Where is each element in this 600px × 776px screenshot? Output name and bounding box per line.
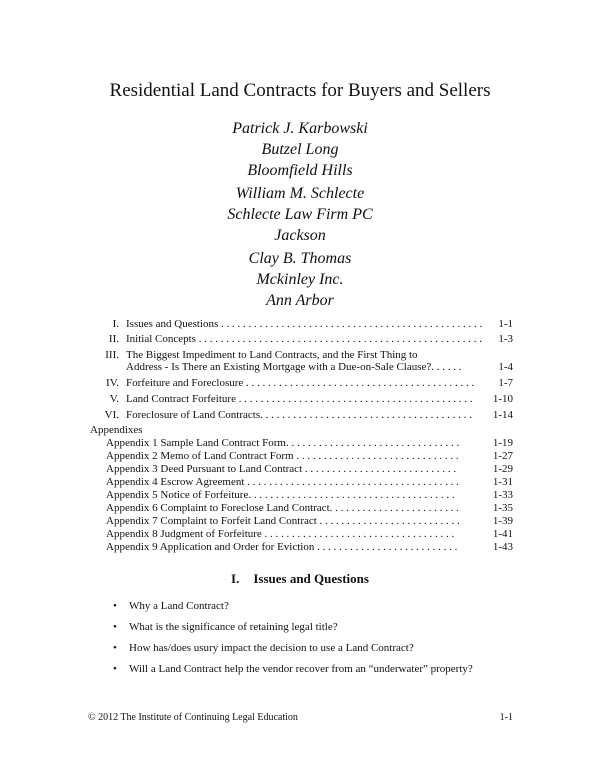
list-item: • What is the significance of retaining legal title? — [113, 621, 338, 633]
appendix-entry — [0, 476, 600, 489]
toc-number: V. — [109, 393, 119, 405]
toc-text: Issues and Questions . . . . . . . . . . . . . . . . . . . . . . . . . . . . . . . . . . . . . . . . . . . . . . . . — [126, 318, 483, 330]
appendix-entry — [0, 515, 600, 528]
toc-entry-continued — [0, 361, 600, 374]
appendix-entry — [0, 541, 600, 554]
appendix-page: 1-29 — [492, 463, 513, 475]
toc-text: Land Contract Forfeiture . . . . . . . . . . . . . . . . . . . . . . . . . . . . . . . . . . . . . . . . . . . — [126, 393, 473, 405]
author-block-3 — [0, 248, 600, 311]
appendix-entry — [0, 463, 600, 476]
author-firm: Mckinley Inc. — [256, 271, 344, 288]
appendix-text: Appendix 5 Notice of Forfeiture. . . . . . . . . . . . . . . . . . . . . . . . . . . . . . . . . . . . . . — [106, 489, 455, 501]
toc-page: 1-14 — [492, 409, 513, 421]
appendix-page: 1-27 — [492, 450, 513, 462]
appendix-text: Appendix 3 Deed Pursuant to Land Contract . . . . . . . . . . . . . . . . . . . . . . . . . . . . — [106, 463, 457, 475]
section-title: Issues and Questions — [253, 571, 369, 586]
author-name: William M. Schlecte — [235, 185, 365, 202]
appendix-entry — [0, 502, 600, 515]
toc-entry — [0, 318, 600, 331]
appendix-page: 1-33 — [492, 489, 513, 501]
appendix-entry — [0, 528, 600, 541]
toc-text: Foreclosure of Land Contracts. . . . . . . . . . . . . . . . . . . . . . . . . . . . . . . . . . . . . . . — [126, 409, 472, 421]
appendix-text: Appendix 1 Sample Land Contract Form. . . . . . . . . . . . . . . . . . . . . . . . . . . . . . . . — [106, 437, 460, 449]
author-city: Jackson — [274, 227, 326, 244]
toc-page: 1-1 — [498, 318, 513, 330]
toc-entry — [0, 333, 600, 346]
toc-number: I. — [112, 318, 119, 330]
toc-number: IV. — [106, 377, 119, 389]
author-firm: Butzel Long — [261, 141, 339, 158]
toc-page: 1-10 — [492, 393, 513, 405]
appendix-text: Appendix 6 Complaint to Foreclose Land Contract. . . . . . . . . . . . . . . . . . . . . . . . — [106, 502, 459, 514]
appendix-text: Appendix 8 Judgment of Forfeiture . . . . . . . . . . . . . . . . . . . . . . . . . . . . . . . . . . . — [106, 528, 455, 540]
author-name: Patrick J. Karbowski — [232, 120, 368, 137]
author-block-2 — [0, 183, 600, 246]
appendix-page: 1-39 — [492, 515, 513, 527]
list-item: • How has/does usury impact the decision to use a Land Contract? — [113, 642, 414, 654]
toc-text: Address - Is There an Existing Mortgage with a Due-on-Sale Clause?. . . . . . — [126, 361, 462, 373]
list-item: • Why a Land Contract? — [113, 600, 229, 612]
toc-page: 1-3 — [498, 333, 513, 345]
toc-number: II. — [108, 333, 119, 345]
toc-text: The Biggest Impediment to Land Contracts, and the First Thing to — [126, 349, 418, 361]
toc-entry — [0, 393, 600, 406]
appendix-entry — [0, 437, 600, 450]
appendix-text: Appendix 4 Escrow Agreement . . . . . . . . . . . . . . . . . . . . . . . . . . . . . . . . . . . . . . . — [106, 476, 459, 488]
toc-number: III. — [105, 349, 119, 361]
toc-number: VI. — [104, 409, 119, 421]
toc-text: Initial Concepts . . . . . . . . . . . . . . . . . . . . . . . . . . . . . . . . . . . . . . . . . . . . . . . . . . . . — [126, 333, 482, 345]
copyright-text: © 2012 The Institute of Continuing Legal Education — [88, 712, 298, 723]
section-number: I. — [231, 571, 240, 586]
author-city: Ann Arbor — [266, 292, 334, 309]
toc-page: 1-4 — [498, 361, 513, 373]
appendix-text: Appendix 2 Memo of Land Contract Form . . . . . . . . . . . . . . . . . . . . . . . . . . . . . . — [106, 450, 459, 462]
page-number: 1-1 — [499, 712, 513, 723]
document-title: Residential Land Contracts for Buyers and Sellers — [109, 80, 491, 101]
appendixes-heading: Appendixes — [90, 424, 143, 436]
toc-text: Forfeiture and Foreclosure . . . . . . . . . . . . . . . . . . . . . . . . . . . . . . . . . . . . . . . . . . — [126, 377, 475, 389]
author-city: Bloomfield Hills — [247, 162, 353, 179]
author-firm: Schlecte Law Firm PC — [227, 206, 373, 223]
appendix-page: 1-19 — [492, 437, 513, 449]
list-item: • Will a Land Contract help the vendor recover from an “underwater” property? — [113, 663, 473, 675]
appendix-page: 1-31 — [492, 476, 513, 488]
section-heading — [0, 571, 600, 587]
author-block-1 — [0, 118, 600, 181]
appendix-page: 1-35 — [492, 502, 513, 514]
appendix-entry — [0, 450, 600, 463]
appendix-text: Appendix 7 Complaint to Forfeit Land Contract . . . . . . . . . . . . . . . . . . . . . . . . . . — [106, 515, 460, 527]
bullet-icon: • — [113, 642, 117, 654]
toc-entry — [0, 409, 600, 422]
bullet-icon: • — [113, 621, 117, 633]
author-name: Clay B. Thomas — [248, 250, 352, 267]
bullet-icon: • — [113, 600, 117, 612]
appendix-text: Appendix 9 Application and Order for Eviction . . . . . . . . . . . . . . . . . . . . . . . . . . — [106, 541, 458, 553]
toc-entry — [0, 377, 600, 390]
toc-page: 1-7 — [498, 377, 513, 389]
appendix-page: 1-41 — [492, 528, 513, 540]
appendix-entry — [0, 489, 600, 502]
bullet-icon: • — [113, 663, 117, 675]
appendix-page: 1-43 — [492, 541, 513, 553]
